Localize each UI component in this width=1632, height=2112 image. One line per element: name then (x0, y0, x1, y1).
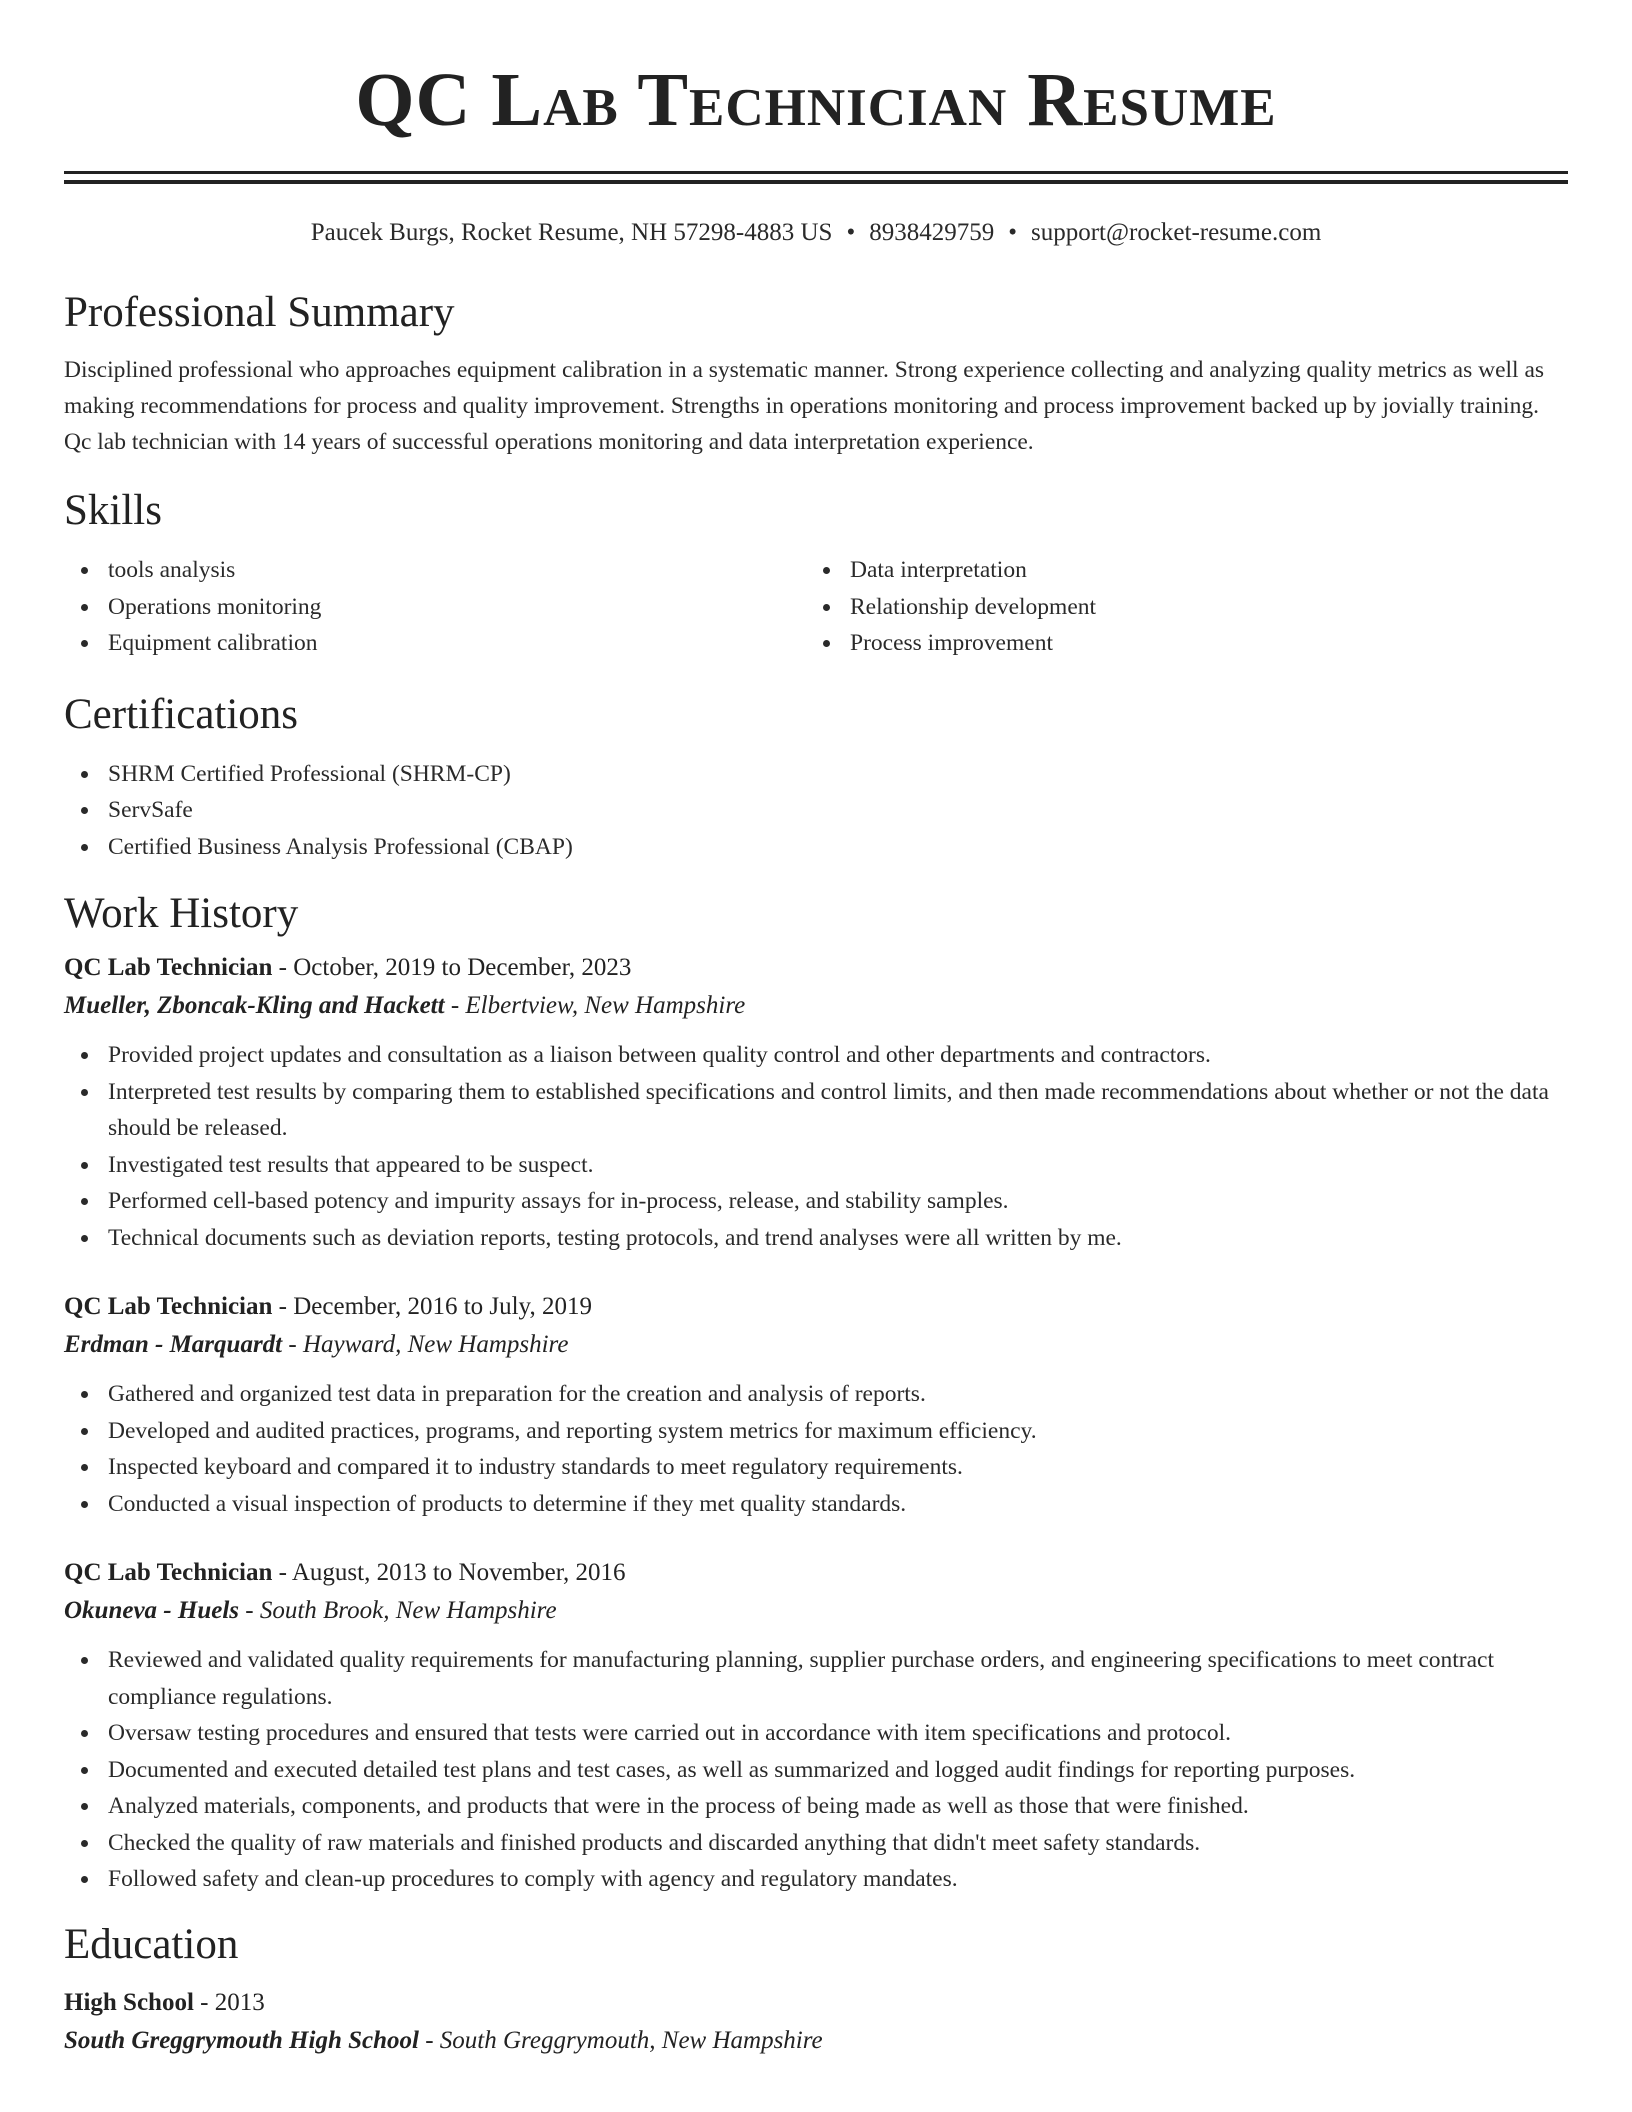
job-entry (64, 1554, 1568, 1898)
skill-item: Equipment calibration (64, 625, 806, 662)
summary-text: Disciplined professional who approaches equipment calibration in a systematic manner. Strong experience collecting and analyzing quality metrics as well as making recommendations for process and quality improvement. Strengths in operations monitoring and process improvement backed up by jovially training. Qc lab technician with 14 years of successful operations monitoring and data interpretation experience. (64, 357, 1545, 455)
job-dates: - December, 2016 to July, 2019 (272, 1293, 592, 1320)
duty-item: Performed cell-based potency and impurity assays for in-process, release, and stability samples. (64, 1183, 1568, 1220)
job-employer (64, 1592, 1568, 1630)
job-employer (64, 987, 1568, 1025)
education-heading: Education (64, 1920, 239, 1968)
contact-email: support@rocket-resume.com (1030, 219, 1322, 246)
skills-list-left (64, 552, 806, 662)
skill-item: Operations monitoring (64, 589, 806, 626)
skill-item: Process improvement (806, 625, 1568, 662)
job-location: - Elbertview, New Hampshire (444, 992, 746, 1019)
certification-item: SHRM Certified Professional (SHRM-CP) (64, 756, 1568, 793)
job-company: Erdman - Marquardt (64, 1331, 283, 1358)
duty-item: Gathered and organized test data in preparation for the creation and analysis of reports. (64, 1376, 1568, 1413)
contact-line (64, 218, 1568, 248)
job-entry (64, 1288, 1568, 1522)
skills-heading: Skills (64, 487, 162, 534)
duty-item: Conducted a visual inspection of products to determine if they met quality standards. (64, 1486, 1568, 1523)
certification-item: Certified Business Analysis Professional (CBAP) (64, 829, 1568, 866)
skill-item: Data interpretation (806, 552, 1568, 589)
education-degree: High School (64, 1988, 194, 2016)
duty-item: Oversaw testing procedures and ensured that tests were carried out in accordance with item specifications and protocol. (64, 1715, 1568, 1752)
certifications-heading: Certifications (64, 690, 299, 738)
title-divider-top (64, 171, 1568, 174)
duty-item: Checked the quality of raw materials and finished products and discarded anything that didn't meet safety standards. (64, 1825, 1568, 1862)
duty-item: Provided project updates and consultation as a liaison between quality control and other departments and contractors. (64, 1037, 1568, 1074)
duty-item: Investigated test results that appeared to be suspect. (64, 1147, 1568, 1184)
job-employer (64, 1326, 1568, 1364)
duty-item: Inspected keyboard and compared it to industry standards to meet regulatory requirements. (64, 1449, 1568, 1486)
education-entry (64, 1984, 1568, 2060)
education-school: South Greggrymouth High School (64, 2026, 419, 2054)
job-duties (64, 1037, 1568, 1256)
skill-item: tools analysis (64, 552, 806, 589)
job-company: Mueller, Zboncak-Kling and Hackett (64, 992, 445, 1019)
job-company: Okuneva - Huels (64, 1597, 239, 1624)
duty-item: Technical documents such as deviation reports, testing protocols, and trend analyses were all written by me. (64, 1220, 1568, 1257)
skills-list-right (806, 552, 1568, 662)
education-school-line (64, 2022, 1568, 2060)
duty-item: Analyzed materials, components, and products that were in the process of being made as well as those that were finished. (64, 1788, 1568, 1825)
skills-grid (64, 552, 1568, 662)
job-location: - Hayward, New Hampshire (282, 1331, 569, 1358)
contact-address: Paucek Burgs, Rocket Resume, NH 57298-4883 US (310, 219, 833, 246)
resume-title: QC Lab Technician Resume (355, 58, 1277, 142)
duty-item: Reviewed and validated quality requirements for manufacturing planning, supplier purchase orders, and engineering specifications to meet contract compliance regulations. (64, 1642, 1568, 1715)
job-dates: - August, 2013 to November, 2016 (272, 1559, 626, 1586)
certification-item: ServSafe (64, 792, 1568, 829)
contact-separator: • (846, 219, 856, 246)
job-duties (64, 1376, 1568, 1522)
job-entry (64, 949, 1568, 1256)
job-title: QC Lab Technician (64, 1293, 273, 1320)
job-duties (64, 1642, 1568, 1898)
certifications-list (64, 756, 1568, 866)
contact-separator: • (1008, 219, 1017, 246)
title-divider-bottom (64, 180, 1568, 184)
duty-item: Developed and audited practices, programs, and reporting system metrics for maximum efficiency. (64, 1413, 1568, 1450)
job-title: QC Lab Technician (64, 954, 273, 981)
work-history-heading: Work History (64, 890, 299, 937)
education-header (64, 1984, 1568, 2022)
education-year: - 2013 (193, 1988, 265, 2016)
duty-item: Interpreted test results by comparing them to established specifications and control limits, and then made recommendations about whether or not the data should be released. (64, 1074, 1568, 1147)
skill-item: Relationship development (806, 589, 1568, 626)
job-location: - South Brook, New Hampshire (239, 1597, 557, 1624)
duty-item: Documented and executed detailed test plans and test cases, as well as summarized and logged audit findings for reporting purposes. (64, 1752, 1568, 1789)
job-dates: - October, 2019 to December, 2023 (272, 954, 632, 981)
duty-item: Followed safety and clean-up procedures to comply with agency and regulatory mandates. (64, 1861, 1568, 1898)
job-header (64, 1554, 1568, 1592)
education-location: - South Greggrymouth, New Hampshire (418, 2026, 823, 2054)
job-title: QC Lab Technician (64, 1559, 273, 1586)
contact-phone: 8938429759 (869, 219, 995, 246)
job-header (64, 949, 1568, 987)
summary-heading: Professional Summary (64, 289, 455, 336)
job-header (64, 1288, 1568, 1326)
